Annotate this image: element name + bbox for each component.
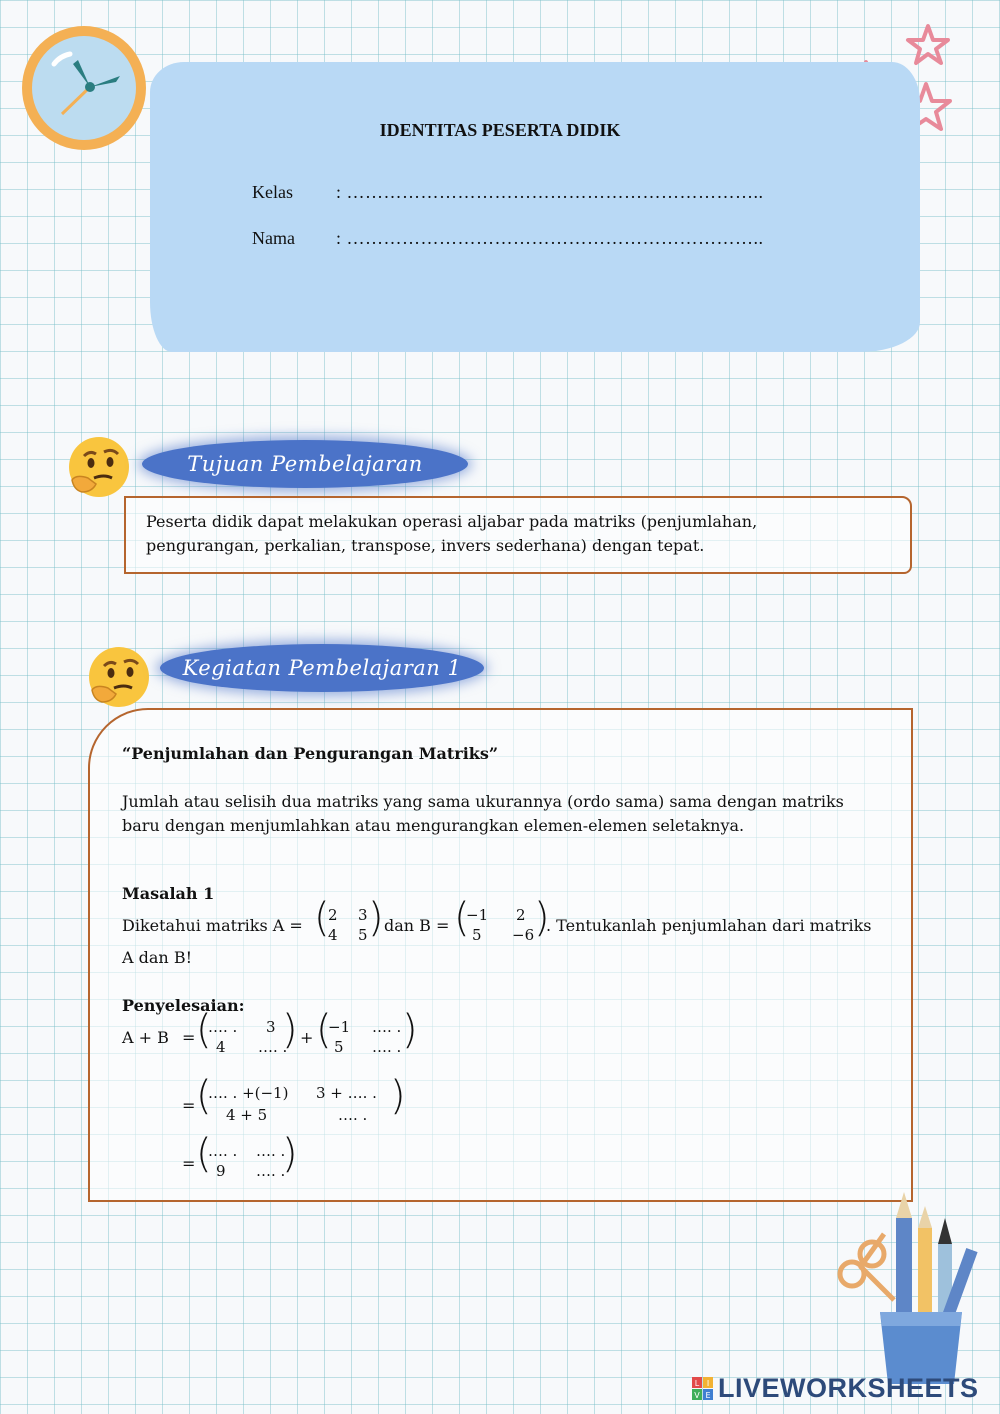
masalah-text-mid: dan B = [384, 916, 450, 935]
svg-text:V: V [694, 1391, 700, 1400]
matrix-cell: 3 [266, 1018, 276, 1036]
matrix-cell: 4 [328, 926, 338, 944]
step2-matrix: ( …. . +(−1) 3 + …. . 4 + 5 …. . ) [196, 1073, 406, 1124]
step1-matrix-1: ( …. . 3 4 …. . ) [196, 1007, 298, 1056]
paragraph-line-2: baru dengan menjumlahkan atau mengurangkan elemen-elemen seletaknya. [122, 816, 745, 835]
tujuan-heading: Tujuan Pembelajaran [142, 440, 468, 488]
tujuan-line-1: Peserta didik dapat melakukan operasi aljabar pada matriks (penjumlahan, [146, 512, 758, 531]
matrix-b: ( −1 2 5 −6 ) [454, 895, 550, 944]
masalah-text-pre: Diketahui matriks A = [122, 916, 303, 935]
step1-equals: = [182, 1028, 196, 1047]
step1-plus: + [300, 1028, 314, 1047]
stationery-icon [834, 1188, 982, 1384]
paragraph-line-1: Jumlah atau selisih dua matriks yang sama ukurannya (ordo sama) sama dengan matriks [122, 792, 844, 811]
penyelesaian-title: Penyelesaian: [122, 996, 245, 1015]
answer-blank[interactable]: …. . [256, 1162, 286, 1180]
matrix-cell: 5 [472, 926, 482, 944]
liveworksheets-brand[interactable]: LIVEWORKSHEETS [718, 1373, 979, 1403]
clock-icon [16, 20, 152, 156]
kegiatan-paragraph [122, 790, 892, 838]
step1-lhs: A + B [122, 1028, 169, 1047]
answer-blank[interactable]: 3 + …. . [316, 1084, 377, 1102]
nama-label: Nama [252, 228, 295, 248]
masalah-title: Masalah 1 [122, 884, 215, 903]
kelas-field[interactable]: : ………………………………………………………….. [336, 182, 764, 202]
liveworksheets-logo-icon [692, 1377, 714, 1401]
tujuan-box [124, 496, 912, 574]
matrix-cell: 5 [358, 926, 368, 944]
answer-blank[interactable]: …. . +(−1) [208, 1084, 289, 1102]
matrix-cell: −1 [466, 906, 489, 924]
step2-equals: = [182, 1096, 196, 1115]
kelas-label: Kelas [252, 182, 293, 202]
answer-blank[interactable]: …. . [338, 1106, 368, 1124]
identity-title: IDENTITAS PESERTA DIDIK [379, 120, 621, 140]
matrix-cell: 4 + 5 [226, 1106, 268, 1124]
matrix-cell: −1 [328, 1018, 351, 1036]
kegiatan-heading: Kegiatan Pembelajaran 1 [160, 644, 484, 692]
tujuan-line-2: pengurangan, perkalian, transpose, invers sederhana) dengan tepat. [146, 536, 705, 555]
matrix-cell: 3 [358, 906, 368, 924]
step1-matrix-2: ( −1 …. . 5 …. . ) [316, 1007, 418, 1056]
svg-text:E: E [705, 1391, 711, 1400]
matrix-cell: 2 [328, 906, 338, 924]
kegiatan-box [88, 708, 913, 1202]
answer-blank[interactable]: …. . [208, 1018, 238, 1036]
masalah-text-line-2: A dan B! [122, 948, 192, 967]
matrix-cell: 4 [216, 1038, 226, 1056]
tujuan-text [146, 510, 886, 558]
identity-card [150, 62, 920, 352]
matrix-a: ( 2 3 4 5 ) [314, 895, 384, 944]
answer-blank[interactable]: …. . [208, 1142, 238, 1160]
matrix-cell: 2 [516, 906, 526, 924]
answer-blank[interactable]: …. . [372, 1038, 402, 1056]
thinking-face-icon [66, 434, 132, 500]
svg-text:L: L [694, 1379, 700, 1388]
svg-text:I: I [706, 1379, 710, 1388]
masalah-text-post: . Tentukanlah penjumlahan dari matriks [546, 916, 872, 935]
step3-matrix: ( …. . …. . 9 …. . ) [196, 1131, 298, 1180]
answer-blank[interactable]: …. . [258, 1038, 288, 1056]
nama-field[interactable]: : ………………………………………………………….. [336, 228, 764, 248]
matrix-cell: −6 [512, 926, 535, 944]
matrix-cell: 5 [334, 1038, 344, 1056]
answer-blank[interactable]: …. . [372, 1018, 402, 1036]
answer-blank[interactable]: …. . [256, 1142, 286, 1160]
thinking-face-icon [86, 644, 152, 710]
kegiatan-subtitle: “Penjumlahan dan Pengurangan Matriks” [122, 744, 499, 763]
step3-equals: = [182, 1154, 196, 1173]
matrix-cell: 9 [216, 1162, 226, 1180]
